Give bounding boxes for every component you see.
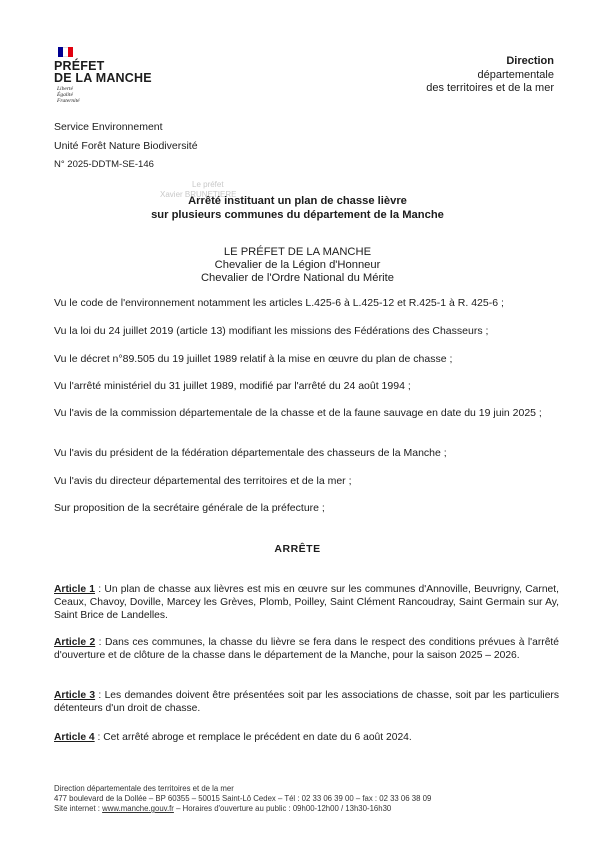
authority-block	[0, 246, 595, 285]
article-text: : Dans ces communes, la chasse du lièvre se fera dans le respect des conditions prévues à l'arrêté d'ouverture et de clôture de la chasse dans le département de la Manche, pour la saison 2025 – 2026.	[54, 637, 560, 661]
motto-egalite: Égalité	[57, 92, 73, 98]
authority-line-3: Chevalier de l'Ordre National du Mérite	[200, 272, 395, 284]
marianne-flag-icon	[58, 47, 74, 57]
issuing-direction	[334, 55, 554, 96]
footer-line-1: Direction départementale des territoires et de la mer	[54, 784, 234, 793]
page-footer	[54, 784, 554, 814]
visa-item: Sur proposition de la secrétaire générale de la préfecture ;	[54, 502, 325, 514]
motto-fraternite: Fraternité	[57, 98, 80, 104]
arrete-heading: ARRÊTE	[274, 543, 321, 555]
title-line-2: sur plusieurs communes du département de la Manche	[151, 209, 444, 221]
logo-line-1: PRÉFET	[54, 59, 105, 73]
direction-line-1: Direction	[506, 55, 554, 67]
unit-name: Unité Forêt Nature Biodiversité	[54, 140, 198, 152]
article-label: Article 2	[54, 637, 96, 648]
article-2	[54, 636, 559, 662]
prefecture-logo-name	[54, 60, 152, 84]
authority-line-1: LE PRÉFET DE LA MANCHE	[223, 246, 372, 258]
flag-stripe-red	[68, 47, 73, 57]
visa-text: Vu l'avis de la commission départementale de la chasse et de la faune sauvage en date du 19 juin 2025 ;	[54, 407, 542, 419]
watermark-line-1: Le préfet	[192, 180, 224, 189]
logo-line-2: DE LA MANCHE	[54, 71, 152, 85]
visa-item: Vu la loi du 24 juillet 2019 (article 13) modifiant les missions des Fédérations des Chasseurs ;	[54, 325, 489, 337]
service-name: Service Environnement	[54, 121, 163, 133]
title-line-1: Arrêté instituant un plan de chasse lièvre	[188, 195, 407, 207]
decree-number: N° 2025-DDTM-SE-146	[54, 159, 154, 170]
website-link[interactable]: www.manche.gouv.fr	[102, 804, 174, 813]
visa-item: Vu l'avis du directeur départemental des territoires et de la mer ;	[54, 475, 352, 487]
footer-line-3	[54, 804, 554, 814]
article-text: : Cet arrêté abroge et remplace le précédent en date du 6 août 2024.	[94, 732, 412, 743]
direction-line-2: départementale	[477, 68, 554, 81]
article-label: Article 4	[54, 732, 95, 743]
visa-item: Vu le décret n°89.505 du 19 juillet 1989 relatif à la mise en œuvre du plan de chasse ;	[54, 353, 453, 365]
footer-site-label: Site internet :	[54, 804, 103, 813]
article-4	[54, 731, 559, 744]
article-3	[54, 689, 559, 715]
authority-line-2: Chevalier de la Légion d'Honneur	[214, 259, 381, 271]
decree-title	[0, 194, 595, 222]
article-label: Article 1	[54, 584, 96, 595]
republic-motto	[57, 86, 80, 104]
watermark-line-2: Xavier BRUNETIERE	[160, 190, 237, 199]
visa-item	[54, 407, 559, 421]
motto-liberte: Liberté	[57, 86, 73, 92]
visa-item: Vu l'arrêté ministériel du 31 juillet 1989, modifié par l'arrêté du 24 août 1994 ;	[54, 380, 411, 392]
direction-line-3: des territoires et de la mer	[426, 82, 554, 94]
article-text: : Les demandes doivent être présentées soit par les associations de chasse, soit par les particuliers détenteurs d'un droit de chasse.	[54, 690, 559, 714]
article-text: : Un plan de chasse aux lièvres est mis en œuvre sur les communes d'Annoville, Beuvrigny, Carnet, Ceaux, Chavoy, Doville, Marcey les Grèves, Plomb, Poilley, Saint Clément Rancoudray, Saint Germain sur Ay, Saint Brice de Landelles.	[54, 584, 559, 621]
article-label: Article 3	[54, 690, 96, 701]
visa-item: Vu l'avis du président de la fédération départementale des chasseurs de la Manche ;	[54, 447, 447, 459]
footer-hours: – Horaires d'ouverture au public : 09h00-12h00 / 13h30-16h30	[173, 804, 392, 813]
article-1	[54, 583, 559, 622]
footer-address: 477 boulevard de la Dollée – BP 60355 – 50015 Saint-Lô Cedex – Tél : 02 33 06 39 00 – fax : 02 33 06 38 09	[54, 794, 432, 803]
visa-item: Vu le code de l'environnement notamment les articles L.425-6 à L.425-12 et R.425-1 à R. 425-6 ;	[54, 297, 504, 309]
